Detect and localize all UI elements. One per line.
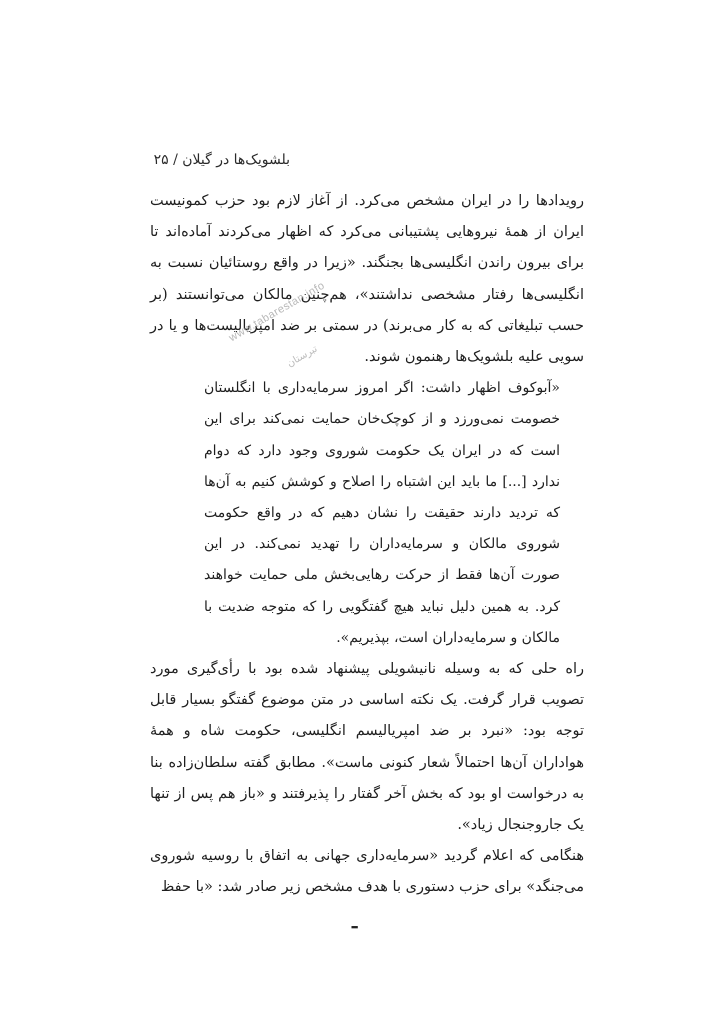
running-head: بلشویک‌ها در گیلان / ۲۵ xyxy=(153,152,290,168)
paragraph-intro: رویدادها را در ایران مشخص می‌کرد. از آغاز لازم بود حزب کمونیست ایران از همهٔ نیروهایی پشتیبانی می‌کرد که اظهار می‌کردند آماده‌اند تا برای بیرون راندن انگلیسی‌ها بجنگند. «زیرا در واقع روستائیان نسبت به انگلیسی‌ها رفتار مشخصی نداشتند»، هم‌چنین مالکان می‌توانستند (بر حسب تبلیغاتی که به کار می‌برند) در سمتی بر ضد امپریالیست‌ها و یا در سویی علیه بلشویک‌ها رهنمون شوند. xyxy=(150,193,584,366)
watermark-label: تبرستان xyxy=(285,343,320,370)
body-text xyxy=(150,186,584,904)
paragraph-announcement: هنگامی که اعلام گردید «سرمایه‌داری جهانی به اتفاق با روسیه شوروی می‌جنگد» برای حزب دستوری با هدف مشخص زیر صادر شد: «با حفظ xyxy=(150,848,584,896)
block-quote: «آبوکوف اظهار داشت: اگر امروز سرمایه‌داری با انگلستان خصومت نمی‌ورزد و از کوچک‌خان حمایت نمی‌کند برای این است که در ایران یک حکومت شوروی وجود دارد که دوام ندارد [...] ما باید این اشتباه را اصلاح و کوشش کنیم به آن‌ها که تردید دارند حقیقت را نشان دهیم که در واقع حکومت شوروی مالکان و سرمایه‌داران را تهدید نمی‌کند. در این صورت آن‌ها فقط از حرکت رهایی‌بخش ملی حمایت خواهند کرد. به همین دلیل نباید هیچ گفتگویی را که متوجه ضدیت با مالکان و سرمایه‌داران است، بپذیریم». xyxy=(204,380,560,646)
watermark-url: www.tabarestan.info xyxy=(227,279,328,345)
page-mark: ـ xyxy=(352,912,358,933)
paragraph-resolution: راه حلی که به وسیله نانیشویلی پیشنهاد شده بود با رأی‌گیری مورد تصویب قرار گرفت. یک نکته اساسی در متن موضوع گفتگو بسیار قابل توجه بود: «نبرد بر ضد امپریالیسم انگلیسی، حکومت شاه و همهٔ هواداران آن‌ها احتمالاً شعار کنونی ماست». مطابق گفته سلطان‌زاده بنا به درخواست او بود که بخش آخر گفتار را پذیرفتند و «باز هم پس از تنها یک جاروجنجال زیاد». xyxy=(150,661,584,834)
